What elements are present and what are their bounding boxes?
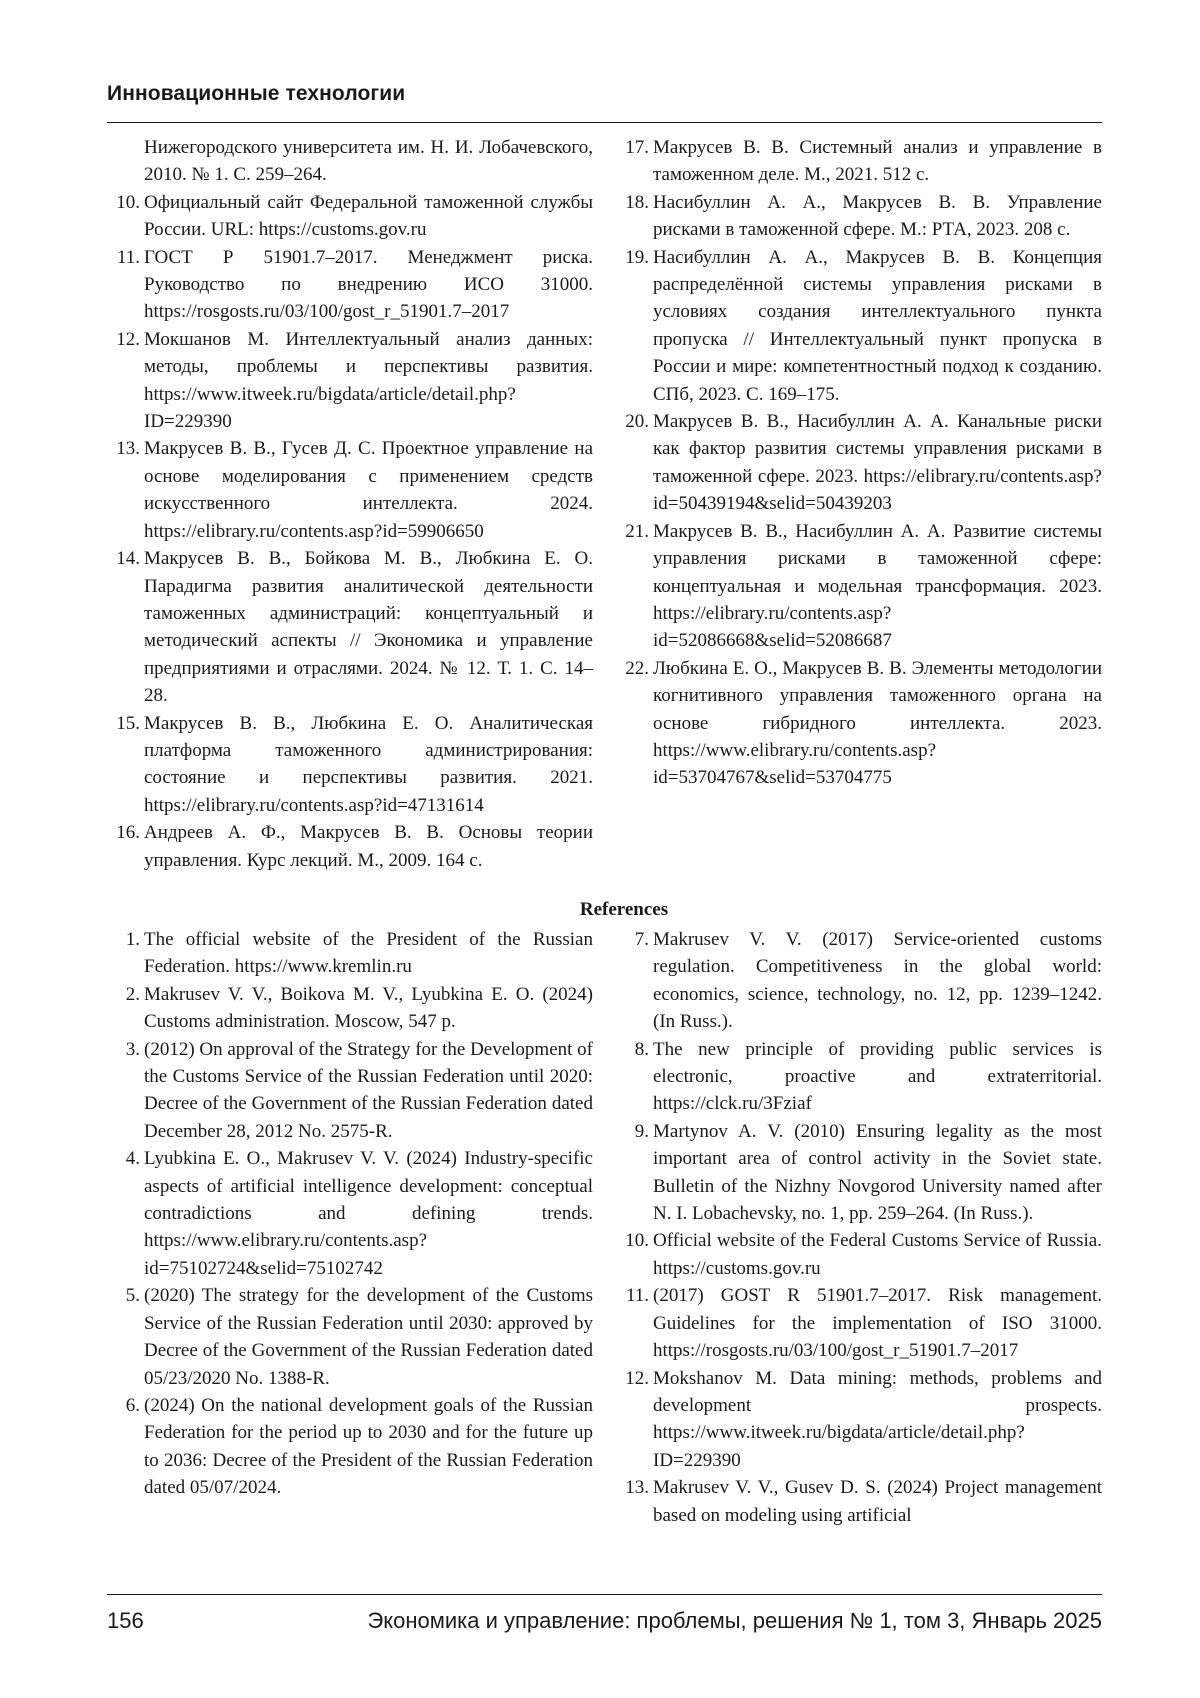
reference-item (616, 134, 1102, 189)
section-title: Инновационные технологии (107, 82, 406, 105)
reference-number: 3. (125, 1038, 140, 1060)
page-number: 156 (107, 1608, 144, 1633)
reference-text: ГОСТ Р 51901.7–2017. Менеджмент риска. Руководство по внедрению ИСО 31000. https://rosgosts.ru/03/100/gost_r_51901.7–2017 (144, 246, 593, 323)
reference-item (107, 244, 593, 326)
reference-text: The official website of the President of the Russian Federation. https://www.kremlin.ru (144, 929, 593, 978)
reference-number: 2. (125, 983, 140, 1005)
reference-item (107, 134, 593, 189)
reference-number: 21. (625, 520, 649, 542)
reference-item (616, 926, 1102, 1036)
reference-item (616, 518, 1102, 655)
reference-number: 13. (116, 438, 140, 460)
reference-item (616, 1036, 1102, 1118)
reference-item (616, 1365, 1102, 1475)
reference-text: Макрусев В. В. Системный анализ и управление в таможенном деле. М., 2021. 512 с. (653, 137, 1102, 186)
reference-item (107, 545, 593, 709)
reference-item (107, 1392, 593, 1502)
reference-item (616, 1474, 1102, 1529)
reference-number: 22. (625, 657, 649, 679)
reference-number: 10. (625, 1230, 649, 1252)
reference-item (616, 655, 1102, 792)
reference-item (107, 1145, 593, 1282)
reference-text: Martynov A. V. (2010) Ensuring legality as the most important area of control activity in the Soviet state. Bulletin of the Nizhny Novgorod University named after N. I. Lobachevsky, no. 1, pp. 259–264. (In Russ.). (653, 1120, 1102, 1225)
reference-item (107, 189, 593, 244)
reference-number: 18. (625, 191, 649, 213)
reference-text: Официальный сайт Федеральной таможенной службы России. URL: https://customs.gov.ru (144, 191, 593, 241)
reference-number: 10. (116, 191, 140, 213)
reference-text: Насибуллин А. А., Макрусев В. В. Концепция распределённой системы управления рисками в условиях создания интеллектуального пункта пропуска // Интеллектуальный пункт пропуска в России и мире: компетентностный подход к созданию. СПб, 2023. С. 169–175. (653, 246, 1102, 405)
reference-text: (2024) On the national development goals of the Russian Federation for the period up to 2030 and for the future up to 2036: Decree of the President of the Russian Federation dated 05/07/2024. (144, 1394, 593, 1499)
en-references-right-column (616, 926, 1102, 1529)
reference-number: 20. (625, 411, 649, 433)
reference-text: Насибуллин А. А., Макрусев В. В. Управление рисками в таможенной сфере. М.: РТА, 2023. 208 с. (653, 191, 1102, 241)
footer-divider (107, 1594, 1102, 1595)
reference-text: Нижегородского университета им. Н. И. Лобачевского, 2010. № 1. С. 259–264. (144, 137, 593, 186)
reference-number: 12. (625, 1367, 649, 1389)
reference-text: Lyubkina E. O., Makrusev V. V. (2024) Industry-specific aspects of artificial intelligence development: conceptual contradictions and defining trends. https://www.elibrary.ru/contents.asp?id=75102724&selid=75102742 (144, 1148, 593, 1279)
reference-item (107, 981, 593, 1036)
ru-references-right-column (616, 134, 1102, 792)
reference-number: 8. (634, 1038, 649, 1060)
reference-text: Makrusev V. V., Boikova M. V., Lyubkina E. O. (2024) Customs administration. Moscow, 547 p. (144, 983, 593, 1033)
reference-text: Макрусев В. В., Насибуллин А. А. Канальные риски как фактор развития системы управления рисками в таможенной сфере. 2023. https://elibrary.ru/contents.asp?id=50439194&selid=50439203 (653, 411, 1102, 515)
reference-number: 16. (116, 822, 140, 844)
reference-item (107, 1036, 593, 1146)
reference-number: 11. (625, 1285, 649, 1307)
reference-text: Мокшанов М. Интеллектуальный анализ данных: методы, проблемы и перспективы развития. https://www.itweek.ru/bigdata/article/detail.php? ID=229390 (144, 328, 593, 433)
reference-item (107, 710, 593, 820)
journal-title: Экономика и управление: проблемы, решения № 1, том 3, Январь 2025 (367, 1608, 1102, 1633)
reference-number: 7. (634, 929, 649, 950)
reference-text: Makrusev V. V., Gusev D. S. (2024) Project management based on modeling using artificial (653, 1477, 1102, 1526)
reference-text: (2017) GOST R 51901.7–2017. Risk management. Guidelines for the implementation of ISO 31000. https://rosgosts.ru/03/100/gost_r_51901.7–2017 (653, 1285, 1102, 1362)
reference-text: Makrusev V. V. (2017) Service-oriented customs regulation. Competitiveness in the global world: economics, science, technology, no. 12, pp. 1239–1242. (In Russ.). (653, 929, 1102, 1033)
reference-number: 13. (625, 1477, 649, 1499)
reference-number: 12. (116, 328, 140, 350)
reference-item (616, 1282, 1102, 1364)
reference-text: (2020) The strategy for the development of the Customs Service of the Russian Federation until 2030: approved by Decree of the Government of the Russian Federation dated 05/23/2020 No. 1388-R. (144, 1285, 593, 1389)
references-heading: References (579, 899, 669, 920)
reference-number: 4. (125, 1148, 140, 1170)
reference-text: Макрусев В. В., Бойкова М. В., Любкина Е. О. Парадигма развития аналитической деятельности таможенных администраций: концептуальный и методический аспекты // Экономика и управление предприятиями и отраслями. 2024. № 12. Т. 1. С. 14–28. (144, 548, 593, 707)
reference-item (107, 819, 593, 874)
reference-text: Андреев А. Ф., Макрусев В. В. Основы теории управления. Курс лекций. М., 2009. 164 с. (144, 822, 593, 871)
reference-number: 15. (116, 712, 140, 734)
reference-number: 5. (125, 1285, 140, 1307)
ru-references-left-column (107, 134, 593, 874)
reference-item (107, 926, 593, 981)
reference-number: 19. (625, 246, 649, 268)
reference-number: 17. (625, 137, 649, 158)
en-references-left-column (107, 926, 593, 1502)
reference-item (616, 408, 1102, 518)
reference-text: The new principle of providing public services is electronic, proactive and extraterritorial. https://clck.ru/3Fziaf (653, 1038, 1102, 1115)
reference-item (616, 244, 1102, 408)
reference-text: Макрусев В. В., Любкина Е. О. Аналитическая платформа таможенного администрирования: состояние и перспективы развития. 2021. https://elibrary.ru/contents.asp?id=47131614 (144, 712, 593, 816)
reference-text: Mokshanov M. Data mining: methods, problems and development prospects. https://www.itweek.ru/bigdata/article/detail.php? ID=229390 (653, 1367, 1102, 1471)
reference-number: 1. (125, 929, 140, 950)
reference-text: Любкина Е. О., Макрусев В. В. Элементы методологии когнитивного управления таможенного органа на основе гибридного интеллекта. 2023. https://www.elibrary.ru/contents.asp?id=53704767&selid=53704775 (653, 657, 1102, 789)
reference-text: Макрусев В. В., Насибуллин А. А. Развитие системы управления рисками в таможенной сфере: концептуальная и модельная трансформация. 2023. https://elibrary.ru/contents.asp?id=52086668&selid=52086687 (653, 520, 1102, 652)
reference-number: 14. (116, 548, 140, 570)
reference-text: (2012) On approval of the Strategy for the Development of the Customs Service of the Russian Federation until 2020: Decree of the Government of the Russian Federation dated December 28, 2012 No. 2575-R. (144, 1038, 594, 1142)
reference-item (616, 1118, 1102, 1228)
reference-number: 9. (634, 1120, 649, 1142)
reference-item (107, 1282, 593, 1392)
reference-item (616, 189, 1102, 244)
reference-item (107, 435, 593, 545)
reference-text: Official website of the Federal Customs Service of Russia. https://customs.gov.ru (653, 1230, 1102, 1279)
reference-item (107, 326, 593, 436)
header-divider (107, 122, 1102, 123)
reference-number: 11. (116, 246, 140, 268)
reference-number: 6. (125, 1394, 140, 1416)
reference-text: Макрусев В. В., Гусев Д. С. Проектное управление на основе моделирования с применением средств искусственного интеллекта. 2024. https://elibrary.ru/contents.asp?id=59906650 (144, 438, 593, 542)
reference-item (616, 1227, 1102, 1282)
